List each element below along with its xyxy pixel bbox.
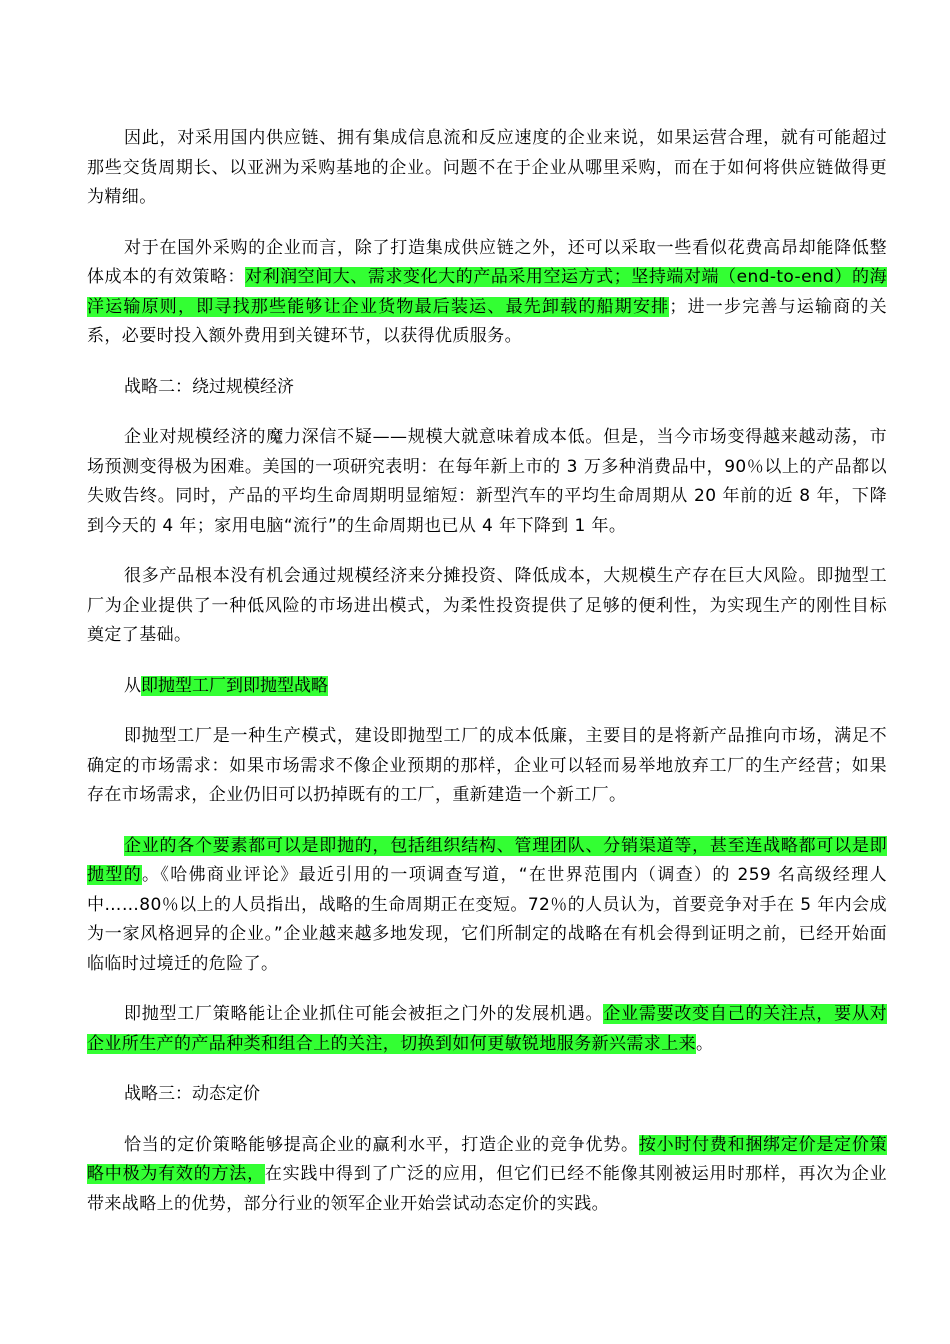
paragraph-text: 对于在国外采购的企业而言，除了打造集成供应链之外，还可以采取一些看似花费高昂却能降低整体成本的有效策略：	[87, 237, 887, 287]
paragraph-text: ；进一步完善与运输商的关系，必要时投入额外费用到关键环节，以获得优质服务。	[87, 296, 887, 346]
paragraph-text: 很多产品根本没有机会通过规模经济来分摊投资、降低成本，大规模生产存在巨大风险。即抛型工厂为企业提供了一种低风险的市场进出模式，为柔性投资提供了足够的便利性，为实现生产的刚性目标奠定了基础。	[87, 566, 887, 645]
paragraph-text: 。	[696, 1033, 714, 1054]
heading-text: 从	[124, 675, 141, 696]
paragraph-text: 恰当的定价策略能够提高企业的赢利水平，打造企业的竞争优势。	[124, 1134, 639, 1155]
paragraph-text: 在实践中得到了广泛的应用，但它们已经不能像其刚被运用时那样，再次为企业带来战略上的优势，部分行业的领军企业开始尝试动态定价的实践。	[87, 1164, 888, 1214]
paragraph-dynamic-pricing	[87, 1131, 887, 1220]
paragraph-disposable-elements	[87, 832, 887, 980]
paragraph-disposable-factory-model	[87, 722, 887, 811]
paragraph-text: 即抛型工厂是一种生产模式，建设即抛型工厂的成本低廉，主要目的是将新产品推向市场，满足不确定的市场需求：如果市场需求不像企业预期的那样，企业可以轻而易举地放弃工厂的生产经营；如果存在市场需求，企业仍旧可以扔掉既有的工厂，重新建造一个新工厂。	[87, 726, 887, 805]
document-body	[87, 124, 887, 1240]
heading-text: 战略二：绕过规模经济	[124, 376, 294, 397]
section-heading-strategy-three	[87, 1080, 887, 1110]
paragraph-economies-of-scale	[87, 423, 887, 541]
highlighted-text: 即抛型工厂到即抛型战略	[141, 675, 328, 696]
highlighted-text: 按小时付费和捆绑定价是定价策略中极为有效的方法，	[87, 1134, 887, 1184]
paragraph-opportunities	[87, 1000, 887, 1059]
paragraph-text: 。《哈佛商业评论》最近引用的一项调查写道，“在世界范围内（调查）的 259 名高级经理人中……80％以上的人员指出，战略的生命周期正在变短。72％的人员认为，首要竞争对手在 5 年内会成为一家风格迥异的企业。”企业越来越多地发现，它们所制定的战略在有机会得到证明之前，已经开始面临临时过境迁的危险了。	[87, 865, 887, 974]
highlighted-text: 企业的各个要素都可以是即抛的，包括组织结构、管理团队、分销渠道等，甚至连战略都可以是即抛型的	[87, 835, 887, 885]
highlighted-text: 对利润空间大、需求变化大的产品采用空运方式；坚持端对端（end-to-end）的海洋运输原则，即寻找那些能够让企业货物最后装运、最先卸载的船期安排	[87, 267, 887, 317]
heading-text: 战略三：动态定价	[124, 1084, 260, 1104]
section-heading-strategy-two	[87, 373, 887, 403]
paragraph-domestic-supply-chain	[87, 124, 887, 213]
highlighted-text: 企业需要改变自己的关注点，要从对企业所生产的产品种类和组合上的关注，切换到如何更敏锐地服务新兴需求上来	[87, 1004, 887, 1054]
section-heading-disposable-strategy	[87, 672, 887, 702]
paragraph-overseas-sourcing	[87, 234, 887, 352]
paragraph-text: 即抛型工厂策略能让企业抓住可能会被拒之门外的发展机遇。	[124, 1004, 604, 1024]
paragraph-text: 因此，对采用国内供应链、拥有集成信息流和反应速度的企业来说，如果运营合理，就有可能超过那些交货周期长、以亚洲为采购基地的企业。问题不在于企业从哪里采购，而在于如何将供应链做得更为精细。	[87, 128, 887, 207]
paragraph-text: 企业对规模经济的魔力深信不疑——规模大就意味着成本低。但是，当今市场变得越来越动荡，市场预测变得极为困难。美国的一项研究表明：在每年新上市的 3 万多种消费品中，90％以上的产品都以失败告终。同时，产品的平均生命周期明显缩短：新型汽车的平均生命周期从 20 年前的近 8 年，下降到今天的 4 年；家用电脑“流行”的生命周期也已从 4 年下降到 1 年。	[87, 427, 887, 536]
paragraph-disposable-factory-intro	[87, 562, 887, 651]
